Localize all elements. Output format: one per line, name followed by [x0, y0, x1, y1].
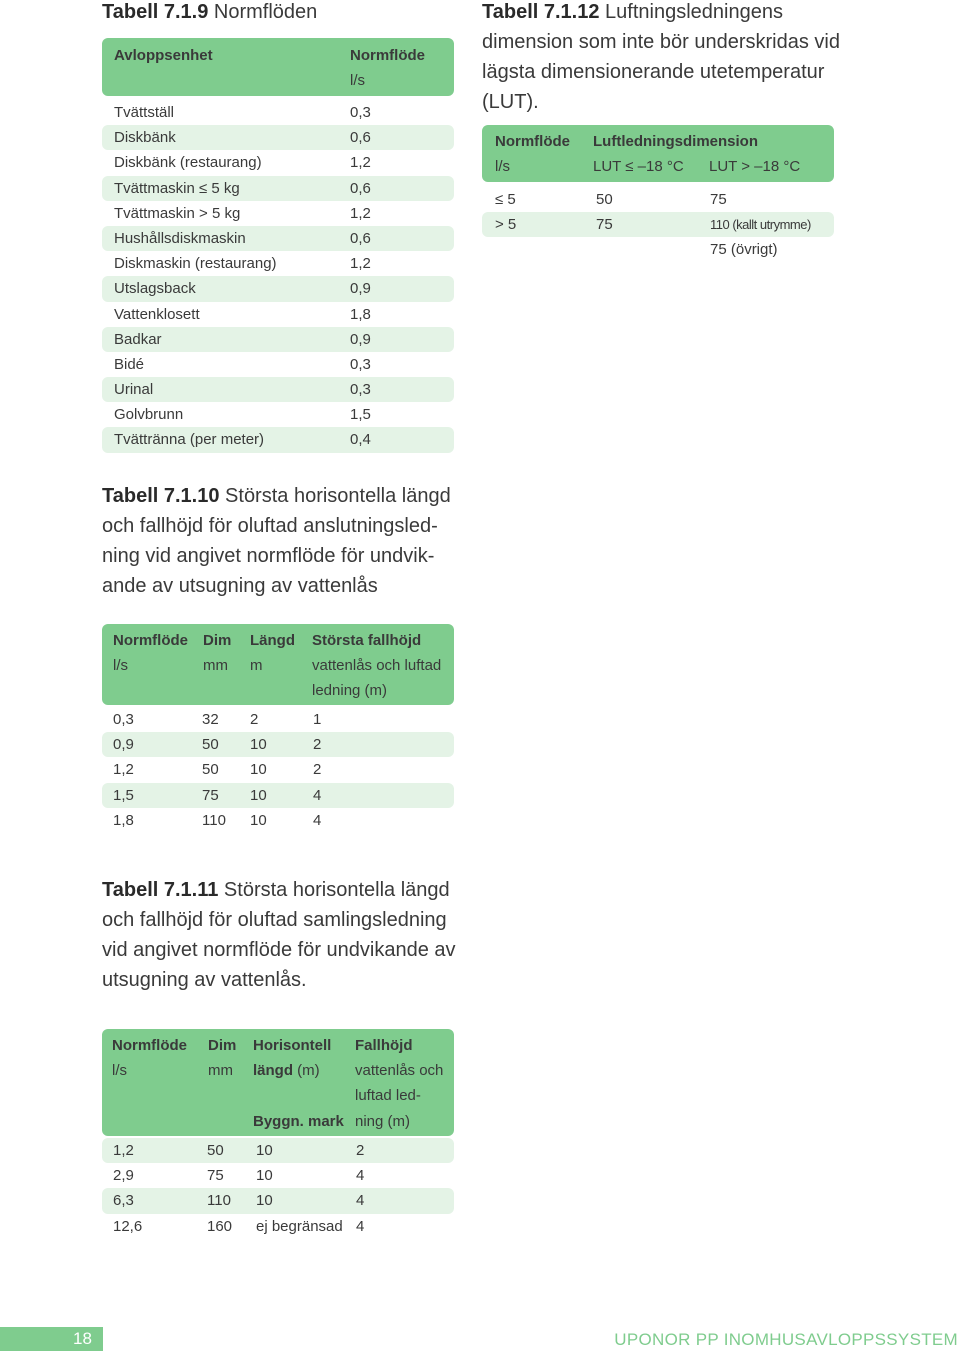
cell-name: Tvättställ — [114, 104, 175, 121]
header-avloppsenhet: Avloppsenhet — [114, 47, 213, 64]
cell-value: 0,3 — [350, 381, 371, 399]
cell-fall: 4 — [313, 811, 322, 829]
header-lut-warm: LUT > –18 °C — [709, 158, 801, 175]
table-header — [482, 125, 834, 182]
cell-len: 2 — [250, 711, 259, 728]
cell-len: 10 — [256, 1167, 273, 1185]
cell-name: Tvättränna (per meter) — [114, 431, 265, 449]
table-7-1-11 — [102, 1029, 454, 1239]
table-row — [102, 327, 454, 352]
table-row — [102, 176, 454, 201]
cell-name: Utslagsback — [114, 280, 196, 298]
header-fallhojd: Fallhöjd — [355, 1037, 413, 1054]
cell-flow: 12,6 — [113, 1217, 143, 1235]
cell-dim: 160 — [207, 1217, 233, 1235]
cell-name: Tvättmaskin ≤ 5 kg — [114, 179, 240, 197]
header-dim-unit: mm — [208, 1062, 233, 1079]
header-normflode: Normflöde — [113, 632, 188, 649]
cell-len: 10 — [250, 786, 267, 804]
table-header — [102, 624, 454, 705]
header-lut-cold: LUT ≤ –18 °C — [593, 158, 684, 175]
table-row — [102, 1214, 454, 1239]
table-header — [102, 38, 454, 96]
table-row — [102, 1138, 454, 1163]
cell-fall: 4 — [356, 1192, 365, 1210]
header-normflode: Normflöde — [350, 47, 425, 64]
cell-value: 0,9 — [350, 330, 371, 348]
cell-fall: 2 — [313, 761, 322, 779]
cell-len: 10 — [250, 811, 267, 829]
cell-flow: 6,3 — [113, 1192, 134, 1210]
table-7-1-9 — [102, 38, 454, 453]
cell-fall: 1 — [313, 711, 322, 728]
header-fallhojd-l3: luftad led- — [355, 1087, 421, 1104]
table-row — [102, 707, 454, 732]
cell-len: ej begränsad — [256, 1217, 343, 1235]
cell-dim: 50 — [207, 1142, 224, 1159]
header-luftledningsdimension: Luftledningsdimension — [593, 133, 758, 150]
table-row — [102, 402, 454, 427]
table-body — [102, 707, 454, 833]
table-row — [102, 276, 454, 301]
table-row: ≤ 5 50 75 — [495, 191, 727, 208]
table-7-1-11-title: Tabell 7.1.11 Största horisontella längd och fallhöjd för oluftad samlingsledning vid angivet normflöde för undvikande av utsugning av vattenlås. — [102, 879, 456, 991]
table-7-1-10-title: Tabell 7.1.10 Största horisontella längd och fallhöjd för oluftad anslutningsled- ning vid angivet normflöde för undvik- ande av utsugning av vattenlås — [102, 485, 451, 597]
table-body — [102, 1138, 454, 1239]
cell-len: 10 — [250, 761, 267, 779]
header-fallhojd: Största fallhöjd — [312, 632, 422, 649]
cell-dim: 50 — [202, 736, 219, 754]
header-fallhojd-l2: vattenlås och luftad — [312, 657, 442, 674]
cell-value: 0,6 — [350, 129, 371, 147]
cell-name: Bidé — [114, 355, 145, 373]
header-fallhojd-l3: ledning (m) — [312, 682, 388, 699]
header-langd-unit: m — [250, 657, 263, 674]
table-row — [102, 125, 454, 150]
cell-name: Tvättmaskin > 5 kg — [114, 204, 241, 222]
cell-dim: 75 — [207, 1167, 224, 1185]
table-7-1-12 — [482, 125, 834, 263]
table-row: > 5 75 110 (kallt utrymme) — [482, 212, 834, 237]
cell-value: 0,3 — [350, 355, 371, 373]
cell-dim: 75 — [202, 786, 219, 804]
cell-name: Vattenklosett — [114, 305, 200, 323]
table-row — [102, 377, 454, 402]
table-body — [102, 100, 454, 453]
header-unit: l/s — [113, 657, 128, 674]
cell-name: Diskmaskin (restaurang) — [114, 255, 277, 273]
header-dim: Dim — [208, 1037, 237, 1054]
cell-flow: 0,9 — [113, 736, 134, 754]
page-number: 18 — [73, 1329, 92, 1348]
table-row — [102, 427, 454, 452]
header-fallhojd-l4: ning (m) — [355, 1113, 411, 1130]
header-horisontell: Horisontell — [253, 1037, 332, 1054]
cell-value: 1,2 — [350, 154, 371, 172]
cell-name: Diskbänk — [114, 129, 176, 147]
table-row — [102, 201, 454, 226]
cell-value: 0,9 — [350, 280, 371, 298]
cell-value: 1,2 — [350, 204, 371, 222]
cell-len: 10 — [250, 736, 267, 754]
cell-flow: 1,2 — [113, 761, 134, 779]
table-row — [102, 1163, 454, 1188]
cell-fall: 4 — [356, 1217, 365, 1235]
table-row — [102, 352, 454, 377]
table-7-1-9-title: Tabell 7.1.9 Normflöden — [102, 1, 318, 23]
table-row — [102, 150, 454, 175]
cell-flow: 2,9 — [113, 1167, 134, 1185]
table-row — [102, 757, 454, 782]
header-langd: längd (m) — [253, 1062, 320, 1079]
table-row — [102, 1188, 454, 1213]
cell-value: 0,6 — [350, 179, 371, 197]
cell-dim: 32 — [202, 711, 219, 728]
header-byggn-mark: Byggn. mark — [253, 1113, 344, 1130]
table-7-1-10 — [102, 624, 454, 833]
cell-fall: 4 — [356, 1167, 365, 1185]
table-row — [102, 226, 454, 251]
table-row — [102, 732, 454, 757]
cell-value: 0,3 — [350, 104, 371, 121]
table-header — [102, 1029, 454, 1136]
cell-name: Golvbrunn — [114, 406, 184, 424]
cell-dim: 50 — [202, 761, 219, 779]
cell-value: 1,2 — [350, 255, 371, 273]
header-dim: Dim — [203, 632, 232, 649]
cell-flow: 1,8 — [113, 811, 134, 829]
table-row — [102, 808, 454, 833]
table-body — [482, 187, 834, 263]
footer-brand: UPONOR PP INOMHUSAVLOPPSSYSTEM — [614, 1330, 958, 1349]
cell-name: Diskbänk (restaurang) — [114, 154, 262, 172]
cell-dim: 110 — [207, 1192, 231, 1210]
table-row — [102, 783, 454, 808]
cell-dim: 110 — [202, 811, 226, 829]
header-fallhojd-l2: vattenlås och — [355, 1062, 444, 1079]
header-unit: l/s — [112, 1062, 127, 1079]
cell-flow: 1,2 — [113, 1142, 134, 1159]
cell-value: 1,5 — [350, 406, 371, 424]
table-row — [102, 302, 454, 327]
cell-fall: 2 — [313, 736, 322, 754]
cell-name: Badkar — [114, 330, 162, 348]
cell-value: 0,4 — [350, 431, 371, 449]
header-normflode: Normflöde — [112, 1037, 187, 1054]
cell-flow: 0,3 — [113, 711, 134, 728]
header-dim-unit: mm — [203, 657, 228, 674]
cell-value: 0,6 — [350, 229, 371, 247]
table-7-1-12-title: Tabell 7.1.12 Luftningsledningens dimension som inte bör underskridas vid lägsta dimensionerande utetemperatur (LUT). — [482, 1, 840, 113]
table-row — [102, 251, 454, 276]
cell-fall: 2 — [356, 1142, 365, 1159]
cell-len: 10 — [256, 1142, 273, 1159]
header-unit: l/s — [495, 158, 510, 175]
header-unit: l/s — [350, 72, 365, 89]
cell-value: 1,8 — [350, 305, 371, 323]
header-langd: Längd — [250, 632, 295, 649]
cell-flow: 1,5 — [113, 786, 134, 804]
cell-name: Urinal — [114, 381, 154, 399]
table-row — [102, 100, 454, 125]
cell-len: 10 — [256, 1192, 273, 1210]
header-normflode: Normflöde — [495, 133, 570, 150]
cell-fall: 4 — [313, 786, 322, 804]
cell-name: Hushållsdiskmaskin — [114, 229, 246, 247]
table-row: 75 (övrigt) — [710, 241, 778, 259]
